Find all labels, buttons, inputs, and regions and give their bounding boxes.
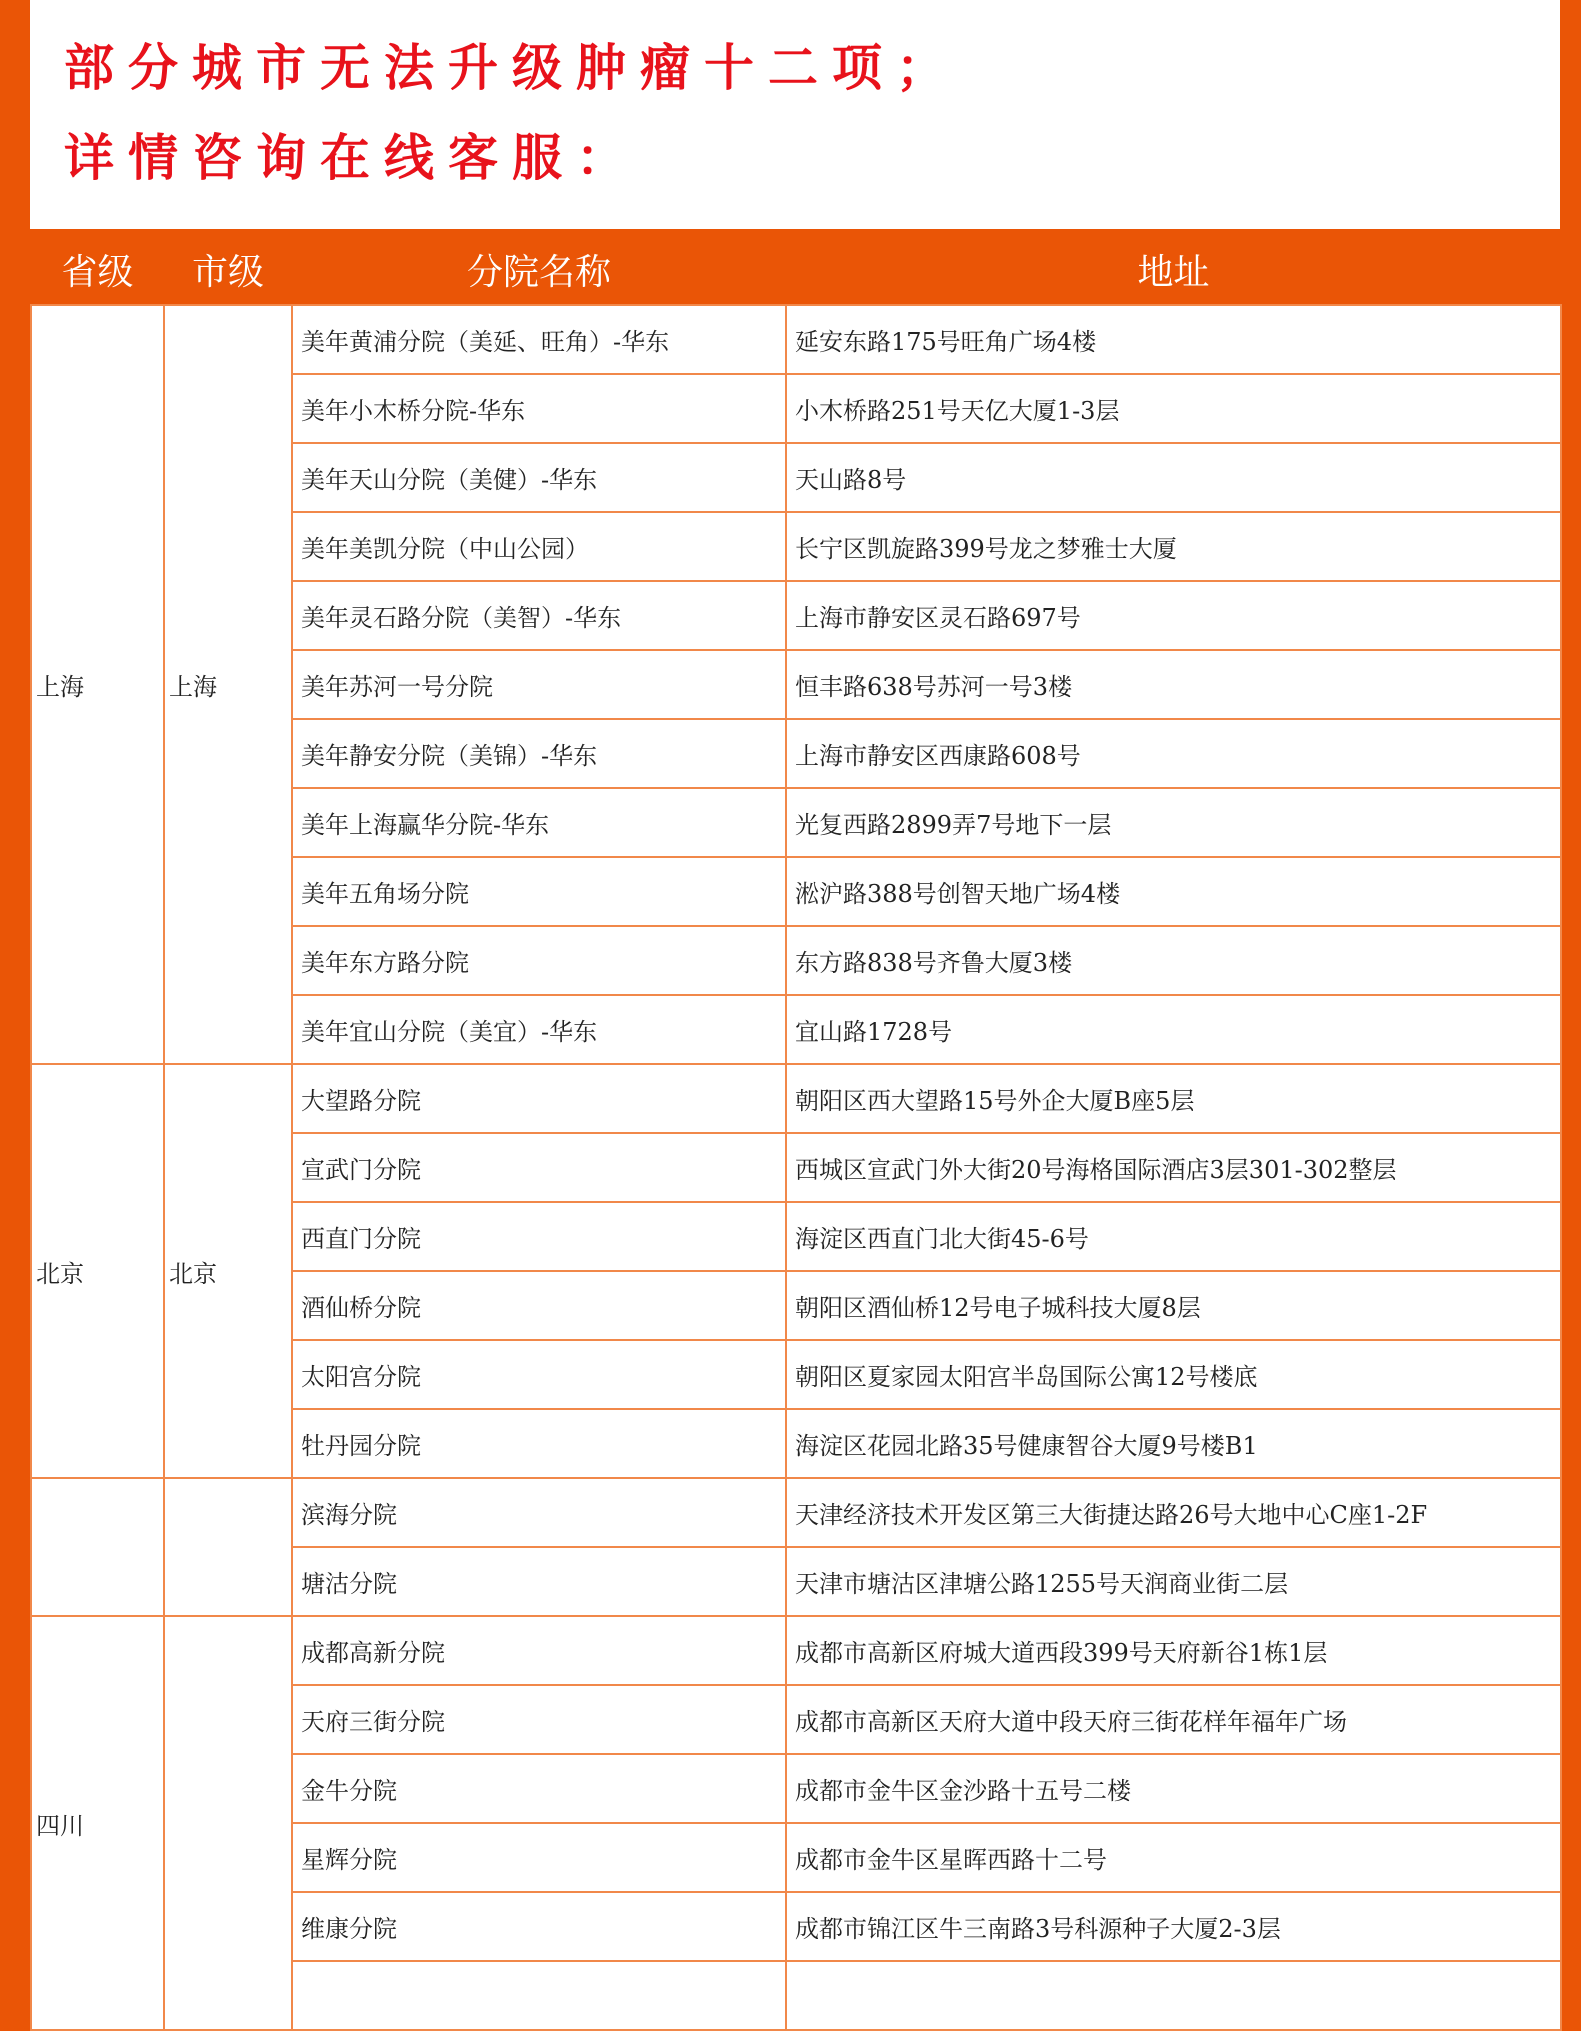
branch-name-cell: 美年美凯分院（中山公园）: [292, 512, 786, 581]
branch-name-cell: 大望路分院: [292, 1064, 786, 1133]
branch-name-cell: 酒仙桥分院: [292, 1271, 786, 1340]
address-cell: 朝阳区酒仙桥12号电子城科技大厦8层: [786, 1271, 1561, 1340]
address-cell: 成都市金牛区星晖西路十二号: [786, 1823, 1561, 1892]
table-row: [31, 1478, 1561, 1547]
branch-name-cell: [292, 1961, 786, 2030]
table-row: [31, 1064, 1561, 1133]
city-cell: 上海: [164, 305, 292, 1064]
address-cell: 光复西路2899弄7号地下一层: [786, 788, 1561, 857]
address-cell: 小木桥路251号天亿大厦1-3层: [786, 374, 1561, 443]
address-cell: 上海市静安区西康路608号: [786, 719, 1561, 788]
header-branch-name: 分院名称: [292, 235, 786, 305]
branch-name-cell: 太阳宫分院: [292, 1340, 786, 1409]
table-row: [31, 1616, 1561, 1685]
branch-name-cell: 天府三街分院: [292, 1685, 786, 1754]
address-cell: 成都市金牛区金沙路十五号二楼: [786, 1754, 1561, 1823]
branch-name-cell: 美年天山分院（美健）-华东: [292, 443, 786, 512]
branch-name-cell: 美年小木桥分院-华东: [292, 374, 786, 443]
branch-name-cell: 滨海分院: [292, 1478, 786, 1547]
branch-name-cell: 金牛分院: [292, 1754, 786, 1823]
address-cell: 海淀区西直门北大街45-6号: [786, 1202, 1561, 1271]
address-cell: 天津经济技术开发区第三大街捷达路26号大地中心C座1-2F: [786, 1478, 1561, 1547]
notice-line-2: 详情咨询在线客服：: [64, 129, 640, 187]
address-cell: 成都市高新区府城大道西段399号天府新谷1栋1层: [786, 1616, 1561, 1685]
table-row: [31, 305, 1561, 374]
branch-name-cell: 美年苏河一号分院: [292, 650, 786, 719]
address-cell: [786, 1961, 1561, 2030]
branch-name-cell: 成都高新分院: [292, 1616, 786, 1685]
address-cell: 淞沪路388号创智天地广场4楼: [786, 857, 1561, 926]
address-cell: 成都市锦江区牛三南路3号科源种子大厦2-3层: [786, 1892, 1561, 1961]
branch-table: [30, 235, 1562, 2031]
address-cell: 延安东路175号旺角广场4楼: [786, 305, 1561, 374]
header-province: 省级: [31, 235, 164, 305]
address-cell: 朝阳区西大望路15号外企大厦B座5层: [786, 1064, 1561, 1133]
branch-name-cell: 美年黄浦分院（美延、旺角）-华东: [292, 305, 786, 374]
address-cell: 上海市静安区灵石路697号: [786, 581, 1561, 650]
address-cell: 天津市塘沽区津塘公路1255号天润商业街二层: [786, 1547, 1561, 1616]
branch-name-cell: 宣武门分院: [292, 1133, 786, 1202]
branch-name-cell: 美年宜山分院（美宜）-华东: [292, 995, 786, 1064]
city-cell: 北京: [164, 1064, 292, 1478]
province-cell: [31, 1478, 164, 1616]
province-cell: 上海: [31, 305, 164, 1064]
branch-name-cell: 美年静安分院（美锦）-华东: [292, 719, 786, 788]
table-body: [31, 305, 1561, 2030]
address-cell: 海淀区花园北路35号健康智谷大厦9号楼B1: [786, 1409, 1561, 1478]
notice-panel: [30, 0, 1560, 229]
province-cell: 北京: [31, 1064, 164, 1478]
address-cell: 长宁区凯旋路399号龙之梦雅士大厦: [786, 512, 1561, 581]
branch-name-cell: 西直门分院: [292, 1202, 786, 1271]
province-cell: 四川: [31, 1616, 164, 2030]
header-city: 市级: [164, 235, 292, 305]
header-address: 地址: [786, 235, 1561, 305]
branch-name-cell: 牡丹园分院: [292, 1409, 786, 1478]
branch-name-cell: 塘沽分院: [292, 1547, 786, 1616]
address-cell: 东方路838号齐鲁大厦3楼: [786, 926, 1561, 995]
address-cell: 朝阳区夏家园太阳宫半岛国际公寓12号楼底: [786, 1340, 1561, 1409]
address-cell: 宜山路1728号: [786, 995, 1561, 1064]
city-cell: [164, 1478, 292, 1616]
city-cell: [164, 1616, 292, 2030]
address-cell: 天山路8号: [786, 443, 1561, 512]
branch-name-cell: 美年东方路分院: [292, 926, 786, 995]
address-cell: 西城区宣武门外大街20号海格国际酒店3层301-302整层: [786, 1133, 1561, 1202]
branch-name-cell: 美年上海赢华分院-华东: [292, 788, 786, 857]
branch-name-cell: 美年灵石路分院（美智）-华东: [292, 581, 786, 650]
address-cell: 成都市高新区天府大道中段天府三街花样年福年广场: [786, 1685, 1561, 1754]
branch-name-cell: 维康分院: [292, 1892, 786, 1961]
table-header: [31, 235, 1561, 305]
branch-name-cell: 星辉分院: [292, 1823, 786, 1892]
address-cell: 恒丰路638号苏河一号3楼: [786, 650, 1561, 719]
notice-line-1: 部分城市无法升级肿瘤十二项；: [64, 39, 960, 97]
branch-name-cell: 美年五角场分院: [292, 857, 786, 926]
